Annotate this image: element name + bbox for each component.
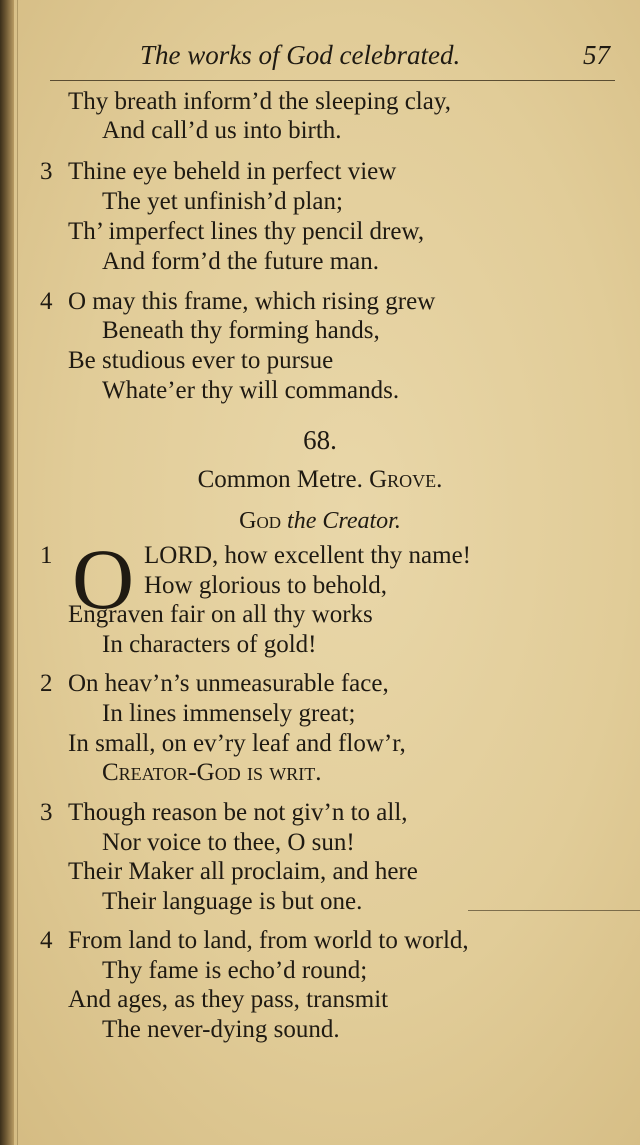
verse-line: Thy fame is echo’d round;	[102, 957, 368, 984]
stanza-number: 3	[40, 158, 53, 185]
verse-line: The yet unfinish’d plan;	[102, 188, 343, 215]
ornamental-rule	[468, 910, 640, 911]
hymn-title-god: God	[239, 508, 282, 534]
verse-line: Engraven fair on all thy works	[68, 601, 373, 628]
verse-line: How glorious to behold,	[144, 572, 388, 599]
hymn-title-rest: the Creator.	[287, 508, 401, 534]
page-number: 57	[583, 40, 610, 70]
verse-line: Whate’er thy will commands.	[102, 377, 400, 404]
verse-line: Their language is but one.	[102, 888, 363, 915]
verse-line: Creator-God is writ.	[102, 759, 322, 786]
hymn-number: 68.	[303, 425, 337, 455]
tune-name: Grove.	[369, 466, 443, 493]
metre-line	[0, 466, 640, 494]
verse-line: In small, on ev’ry leaf and flow’r,	[68, 730, 406, 757]
running-header	[140, 40, 610, 76]
verse-line: From land to land, from world to world,	[68, 927, 469, 954]
verse-line: On heav’n’s unmeasurable face,	[68, 670, 389, 697]
verse-line: Though reason be not giv’n to all,	[68, 799, 408, 826]
verse-line: Thy breath inform’d the sleeping clay,	[68, 88, 451, 115]
header-rule	[50, 80, 615, 81]
verse-line: In characters of gold!	[102, 631, 317, 658]
verse-line: LORD, how excellent thy name!	[144, 542, 471, 569]
verse-line: Th’ imperfect lines thy pencil drew,	[68, 218, 425, 245]
stanza-number: 2	[40, 670, 53, 697]
stanza-number: 3	[40, 799, 53, 826]
stanza-number: 4	[40, 927, 53, 954]
verse-line: And form’d the future man.	[102, 248, 380, 275]
running-title: The works of God celebrated.	[140, 40, 461, 70]
verse-line: And call’d us into birth.	[102, 117, 342, 144]
verse-line: Their Maker all proclaim, and here	[68, 858, 418, 885]
verse-line: Beneath thy forming hands,	[102, 317, 380, 344]
verse-line: In lines immensely great;	[102, 700, 356, 727]
verse-line: O may this frame, which rising grew	[68, 288, 436, 315]
verse-line: Nor voice to thee, O sun!	[102, 829, 355, 856]
verse-line: Be studious ever to pursue	[68, 347, 334, 374]
stanza-number: 4	[40, 288, 53, 315]
metre-name: Common Metre.	[197, 466, 363, 493]
stanza-number: 1	[40, 542, 53, 569]
verse-line: And ages, as they pass, transmit	[68, 986, 389, 1013]
verse-line: The never-dying sound.	[102, 1016, 340, 1043]
drop-cap: O	[72, 531, 135, 627]
verse-line: Thine eye beheld in perfect view	[68, 158, 397, 185]
